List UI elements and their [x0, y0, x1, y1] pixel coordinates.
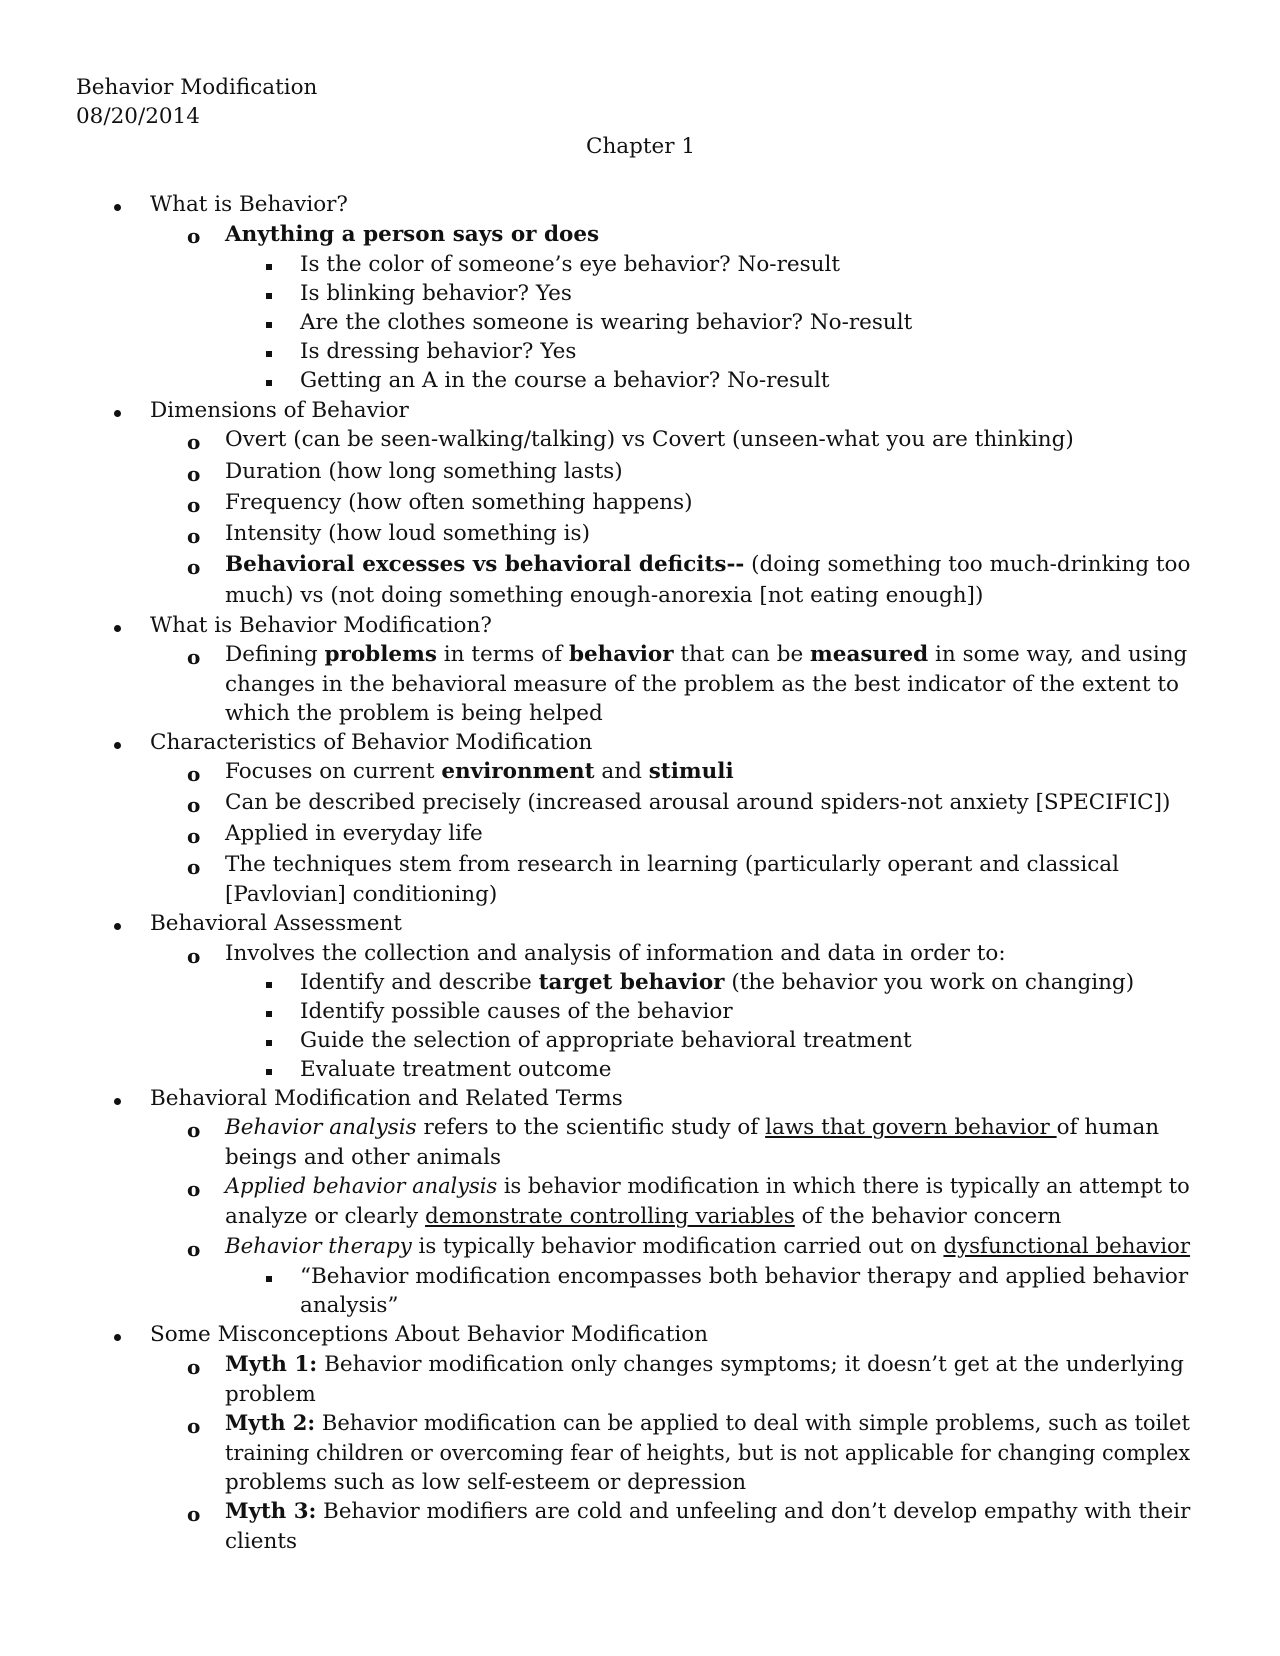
bullet-square	[266, 264, 272, 270]
bullet-o: o	[187, 1237, 201, 1261]
list-item: Can be described precisely (increased arousal around spiders-not anxiety [SPECIFIC])	[225, 790, 1171, 815]
list-item: Identify and describe target behavior (the behavior you work on changing)	[300, 970, 1135, 995]
bullet-square	[266, 1040, 272, 1046]
bullet-o: o	[187, 224, 201, 248]
list-item: The techniques stem from research in learning (particularly operant and classical	[225, 852, 1119, 877]
section-heading: What is Behavior Modification?	[150, 613, 492, 638]
bullet-square	[266, 1069, 272, 1075]
bullet-square	[266, 1276, 272, 1282]
bullet-dot	[114, 625, 121, 632]
chapter-heading: Chapter 1	[586, 134, 696, 159]
bullet-o: o	[187, 1355, 201, 1379]
bullet-o: o	[187, 793, 201, 817]
myth-continuation: clients	[225, 1529, 298, 1554]
bullet-square	[266, 293, 272, 299]
section-heading: Dimensions of Behavior	[150, 398, 409, 423]
bullet-dot	[114, 204, 121, 211]
list-item: Evaluate treatment outcome	[300, 1057, 612, 1082]
section-heading: What is Behavior?	[150, 192, 348, 217]
list-item-continuation: much) vs (not doing something enough-anorexia [not eating enough])	[225, 583, 984, 608]
list-item: Is dressing behavior? Yes	[300, 339, 577, 364]
section-heading: Characteristics of Behavior Modification	[150, 730, 593, 755]
bullet-o: o	[187, 555, 201, 579]
bullet-o: o	[187, 1177, 201, 1201]
quote: “Behavior modification encompasses both behavior therapy and applied behavior	[300, 1264, 1189, 1289]
doc-date: 08/20/2014	[76, 104, 200, 129]
section-heading: Some Misconceptions About Behavior Modification	[150, 1322, 709, 1347]
list-item-continuation: which the problem is being helped	[225, 701, 603, 726]
list-item: Guide the selection of appropriate behavioral treatment	[300, 1028, 912, 1053]
doc-title: Behavior Modification	[76, 75, 318, 100]
bullet-square	[266, 982, 272, 988]
list-item-continuation: analyze or clearly demonstrate controlling variables of the behavior concern	[225, 1204, 1062, 1229]
bullet-o: o	[187, 1502, 201, 1526]
bullet-o: o	[187, 824, 201, 848]
bullet-square	[266, 322, 272, 328]
list-item: Applied behavior analysis is behavior modification in which there is typically an attempt to	[225, 1174, 1190, 1199]
bullet-dot	[114, 923, 121, 930]
quote-continuation: analysis”	[300, 1293, 399, 1318]
bullet-o: o	[187, 430, 201, 454]
bullet-o: o	[187, 855, 201, 879]
list-item: Getting an A in the course a behavior? No-result	[300, 368, 830, 393]
myth-continuation: training children or overcoming fear of heights, but is not applicable for changing complex	[225, 1441, 1191, 1466]
section-heading: Behavioral Assessment	[150, 911, 402, 936]
bullet-square	[266, 351, 272, 357]
bullet-o: o	[187, 462, 201, 486]
list-item: Are the clothes someone is wearing behavior? No-result	[300, 310, 913, 335]
list-item: Is the color of someone’s eye behavior? No-result	[300, 252, 840, 277]
list-item: Defining problems in terms of behavior that can be measured in some way, and using	[225, 642, 1188, 667]
list-item: Involves the collection and analysis of information and data in order to:	[225, 941, 1006, 966]
myth-continuation: problem	[225, 1382, 316, 1407]
list-item: Intensity (how loud something is)	[225, 521, 590, 546]
list-item: Applied in everyday life	[225, 821, 483, 846]
bullet-o: o	[187, 1118, 201, 1142]
bullet-dot	[114, 1098, 121, 1105]
list-item: Behavior analysis refers to the scientific study of laws that govern behavior of human	[225, 1115, 1160, 1140]
bullet-o: o	[187, 1414, 201, 1438]
list-item: Behavioral excesses vs behavioral deficits-- (doing something too much-drinking too	[225, 552, 1191, 577]
bullet-o: o	[187, 645, 201, 669]
list-item-continuation: [Pavlovian] conditioning)	[225, 882, 498, 907]
bullet-o: o	[187, 944, 201, 968]
list-item: Frequency (how often something happens)	[225, 490, 693, 515]
myth-continuation: problems such as low self-esteem or depression	[225, 1470, 747, 1495]
list-item: Behavior therapy is typically behavior modification carried out on dysfunctional behavior	[225, 1234, 1191, 1259]
list-item: Identify possible causes of the behavior	[300, 999, 733, 1024]
bullet-o: o	[187, 524, 201, 548]
bullet-square	[266, 380, 272, 386]
myth-item: Myth 2: Behavior modification can be applied to deal with simple problems, such as toilet	[225, 1411, 1190, 1436]
myth-item: Myth 1: Behavior modification only changes symptoms; it doesn’t get at the underlying	[225, 1352, 1184, 1377]
myth-item: Myth 3: Behavior modifiers are cold and unfeeling and don’t develop empathy with their	[225, 1499, 1191, 1524]
bullet-dot	[114, 410, 121, 417]
list-item: Focuses on current environment and stimuli	[225, 759, 734, 784]
definition: Anything a person says or does	[225, 222, 600, 247]
list-item-continuation: beings and other animals	[225, 1145, 502, 1170]
bullet-dot	[114, 1334, 121, 1341]
bullet-dot	[114, 742, 121, 749]
section-heading: Behavioral Modification and Related Terms	[150, 1086, 623, 1111]
list-item-continuation: changes in the behavioral measure of the problem as the best indicator of the extent to	[225, 672, 1179, 697]
bullet-o: o	[187, 493, 201, 517]
bullet-square	[266, 1011, 272, 1017]
bullet-o: o	[187, 762, 201, 786]
list-item: Duration (how long something lasts)	[225, 459, 623, 484]
list-item: Overt (can be seen-walking/talking) vs Covert (unseen-what you are thinking)	[225, 427, 1074, 452]
list-item: Is blinking behavior? Yes	[300, 281, 572, 306]
